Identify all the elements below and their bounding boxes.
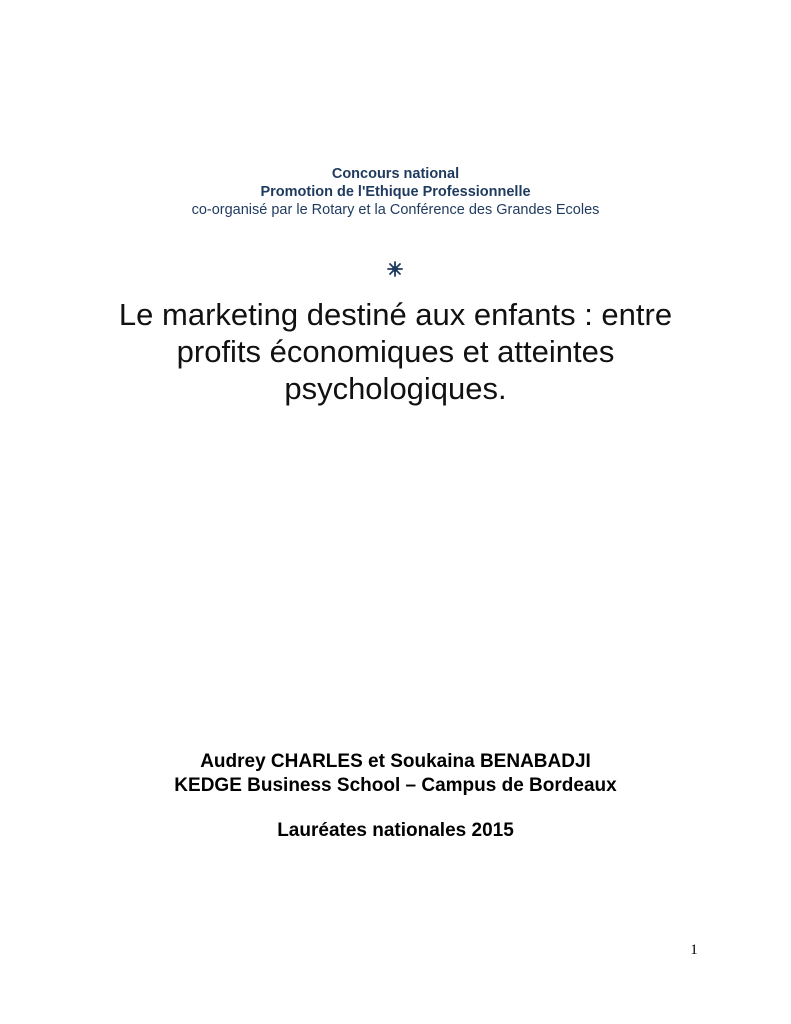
author-names: Audrey CHARLES et Soukaina BENABADJI: [200, 751, 591, 772]
contest-organizers: co-organisé par le Rotary et la Conférence des Grandes Ecoles: [191, 202, 600, 218]
page-number: 1: [690, 942, 698, 958]
title-line-3: psychologiques.: [284, 371, 507, 406]
contest-name: Concours national: [331, 166, 460, 182]
authors-block: [0, 750, 791, 798]
contest-subtitle: Promotion de l'Ethique Professionnelle: [260, 184, 531, 200]
laureates-label: Lauréates nationales 2015: [277, 820, 514, 841]
title-line-1: Le marketing destiné aux enfants : entre: [118, 297, 673, 332]
asterisk-star-icon: [385, 259, 405, 279]
contest-header: [0, 165, 791, 219]
title-line-2: profits économiques et atteintes: [176, 334, 615, 369]
document-title: [60, 296, 731, 407]
school-name: KEDGE Business School – Campus de Bordeaux: [174, 775, 617, 796]
